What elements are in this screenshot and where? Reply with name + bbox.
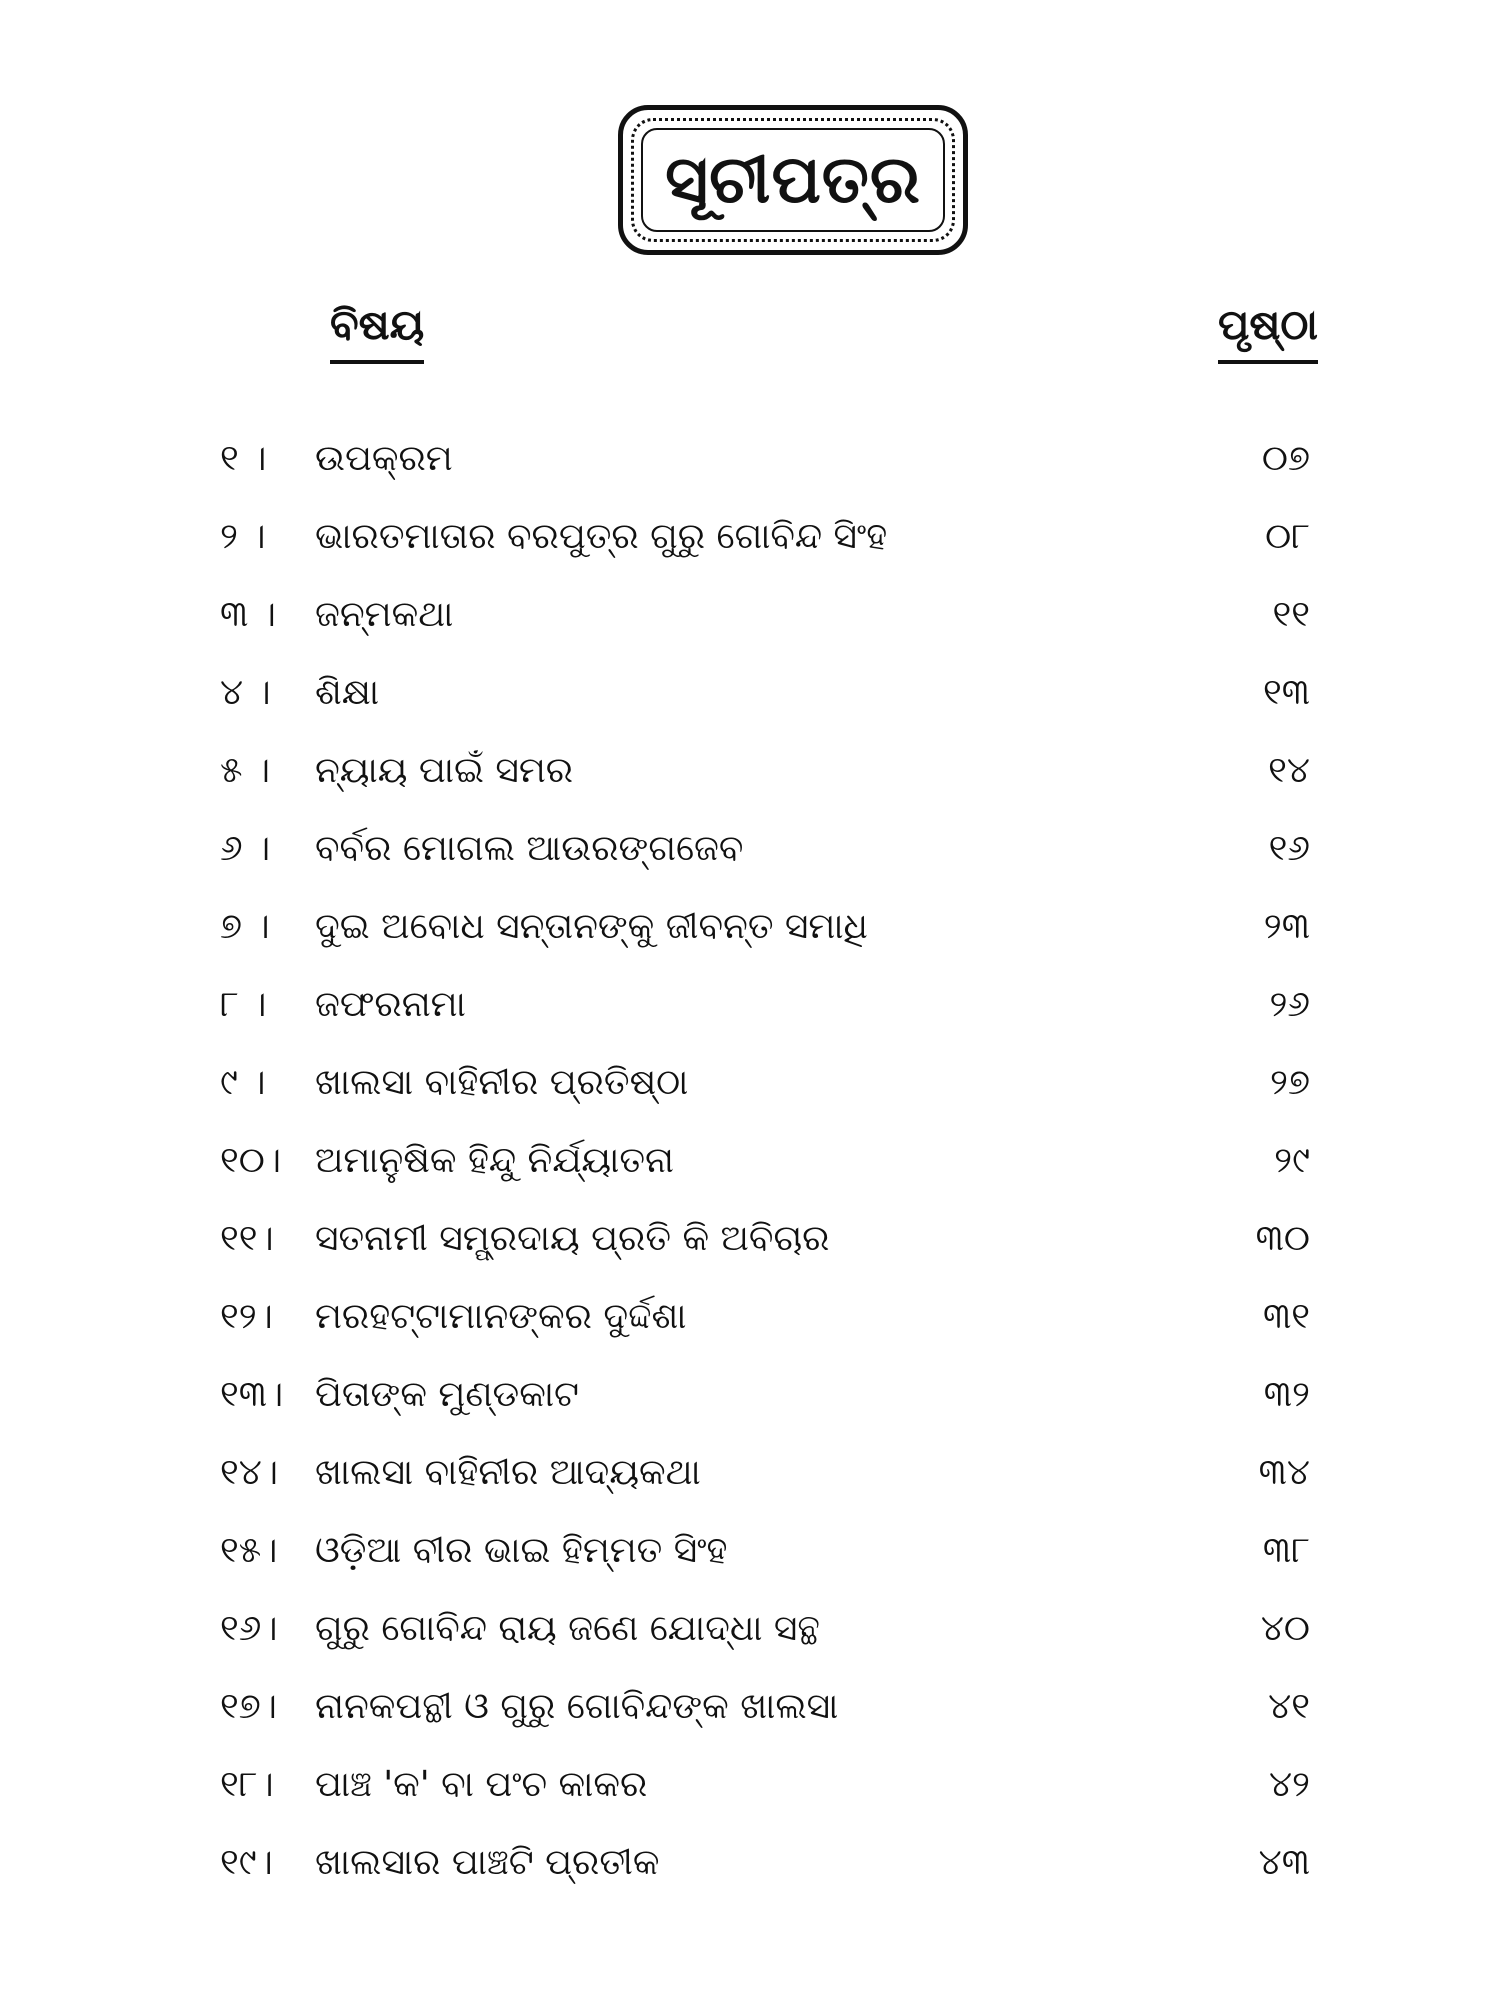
toc-entry — [220, 1590, 1330, 1668]
toc-entry — [220, 810, 1330, 888]
entry-page-number: ୧୧ — [1272, 594, 1310, 635]
entry-title: ଜନ୍ମକଥା — [315, 594, 454, 635]
entry-title: ଦୁଇ ଅବୋଧ ସନ୍ତାନଙ୍କୁ ଜୀବନ୍ତ ସମାଧି — [315, 906, 868, 947]
entry-page-number: ୧୬ — [1268, 828, 1310, 869]
entry-page-number: ୩୮ — [1262, 1530, 1310, 1571]
entry-title: ଶିକ୍ଷା — [315, 672, 380, 713]
entry-number: ୧୨। — [220, 1296, 273, 1337]
entry-title: ଉପକ୍ରମ — [315, 438, 453, 479]
entry-title: ନାନକପନ୍ଥୀ ଓ ଗୁରୁ ଗୋବିନ୍ଦଙ୍କ ଖାଲସା — [315, 1686, 839, 1727]
toc-entry — [220, 1434, 1330, 1512]
toc-entry — [220, 966, 1330, 1044]
entry-page-number: ୨୬ — [1269, 984, 1310, 1025]
entry-title: ଭାରତମାତାର ବରପୁତ୍ର ଗୁରୁ ଗୋବିନ୍ଦ ସିଂହ — [315, 516, 888, 557]
entry-page-number: ୩୧ — [1262, 1296, 1310, 1337]
toc-entry — [220, 888, 1330, 966]
page-column-header: ପୃଷ୍ଠା — [1218, 300, 1318, 364]
entry-page-number: ୦୭ — [1261, 438, 1310, 479]
entry-title: ଗୁରୁ ଗୋବିନ୍ଦ ରାୟ ଜଣେ ଯୋଦ୍ଧା ସନ୍ଥ — [315, 1608, 820, 1649]
entry-number: ୩ । — [220, 594, 276, 635]
entry-number: ୧୫। — [220, 1530, 278, 1571]
entry-title: ଓଡ଼ିଆ ବୀର ଭାଇ ହିମ୍ମତ ସିଂହ — [315, 1530, 728, 1571]
title-frame — [618, 105, 968, 255]
entry-number: ୧୮। — [220, 1764, 274, 1805]
entry-page-number: ୪୩ — [1258, 1842, 1310, 1883]
entry-page-number: ୪୨ — [1268, 1764, 1310, 1805]
table-of-contents — [220, 420, 1330, 1902]
toc-entry — [220, 1356, 1330, 1434]
entry-page-number: ୨୭ — [1270, 1062, 1310, 1103]
entry-number: ୧୦। — [220, 1140, 282, 1181]
entry-number: ୫ । — [220, 750, 271, 791]
entry-number: ୮ । — [220, 984, 267, 1025]
entry-page-number: ୧୪ — [1268, 750, 1310, 791]
subject-column-header: ବିଷୟ — [330, 300, 424, 364]
entry-number: ୧୧। — [220, 1218, 274, 1259]
entry-page-number: ୨୩ — [1263, 906, 1310, 947]
entry-number: ୧ । — [220, 438, 267, 479]
entry-title: ସତନାମୀ ସମ୍ପ୍ରଦାୟ ପ୍ରତି କି ଅବିଚାର — [315, 1218, 830, 1259]
entry-title: ଜଫରନାମା — [315, 984, 466, 1025]
toc-entry — [220, 654, 1330, 732]
entry-page-number: ୧୩ — [1262, 672, 1310, 713]
entry-title: ଅମାନୁଷିକ ହିନ୍ଦୁ ନିର୍ଯ୍ୟାତନା — [315, 1140, 674, 1181]
toc-entry — [220, 1200, 1330, 1278]
entry-number: ୧୬। — [220, 1608, 278, 1649]
entry-page-number: ୪୧ — [1268, 1686, 1310, 1727]
entry-number: ୨ । — [220, 516, 266, 557]
entry-title: ପିତାଙ୍କ ମୁଣ୍ଡକାଟ — [315, 1374, 579, 1415]
entry-number: ୧୭। — [220, 1686, 277, 1727]
entry-page-number: ୨୯ — [1274, 1140, 1310, 1181]
toc-entry — [220, 1278, 1330, 1356]
entry-number: ୯ । — [220, 1062, 266, 1103]
toc-entry — [220, 1668, 1330, 1746]
page-title: ସୂଚୀପତ୍ର — [665, 140, 921, 218]
entry-number: ୧୯। — [220, 1842, 273, 1883]
entry-title: ଖାଲସାର ପାଞ୍ଚଟି ପ୍ରତୀକ — [315, 1842, 660, 1883]
entry-title: ବର୍ବର ମୋଗଲ ଆଉରଙ୍ଗଜେବ — [315, 828, 744, 869]
entry-title: ଖାଲସା ବାହିନୀର ପ୍ରତିଷ୍ଠା — [315, 1062, 689, 1103]
toc-entry — [220, 576, 1330, 654]
entry-number: ୭ । — [220, 906, 270, 947]
toc-entry — [220, 1044, 1330, 1122]
toc-entry — [220, 1512, 1330, 1590]
toc-entry — [220, 1746, 1330, 1824]
entry-number: ୬ । — [220, 828, 271, 869]
entry-page-number: ୪୦ — [1260, 1608, 1310, 1649]
toc-entry — [220, 1824, 1330, 1902]
entry-number: ୧୩। — [220, 1374, 284, 1415]
entry-page-number: ୩୪ — [1258, 1452, 1310, 1493]
toc-entry — [220, 732, 1330, 810]
entry-page-number: ୦୮ — [1265, 516, 1310, 557]
entry-title: ଖାଲସା ବାହିନୀର ଆଦ୍ୟକଥା — [315, 1452, 701, 1493]
entry-title: ପାଞ୍ଚ 'କ' ବା ପଂଚ କାକର — [315, 1764, 648, 1805]
entry-number: ୪ । — [220, 672, 271, 713]
entry-page-number: ୩୨ — [1263, 1374, 1310, 1415]
entry-page-number: ୩୦ — [1255, 1218, 1310, 1259]
toc-entry — [220, 420, 1330, 498]
entry-number: ୧୪। — [220, 1452, 279, 1493]
toc-entry — [220, 498, 1330, 576]
toc-entry — [220, 1122, 1330, 1200]
entry-title: ମରହଟ୍ଟାମାନଙ୍କର ଦୁର୍ଦ୍ଦଶା — [315, 1296, 687, 1337]
entry-title: ନ୍ୟାୟ ପାଇଁ ସମର — [315, 750, 574, 791]
